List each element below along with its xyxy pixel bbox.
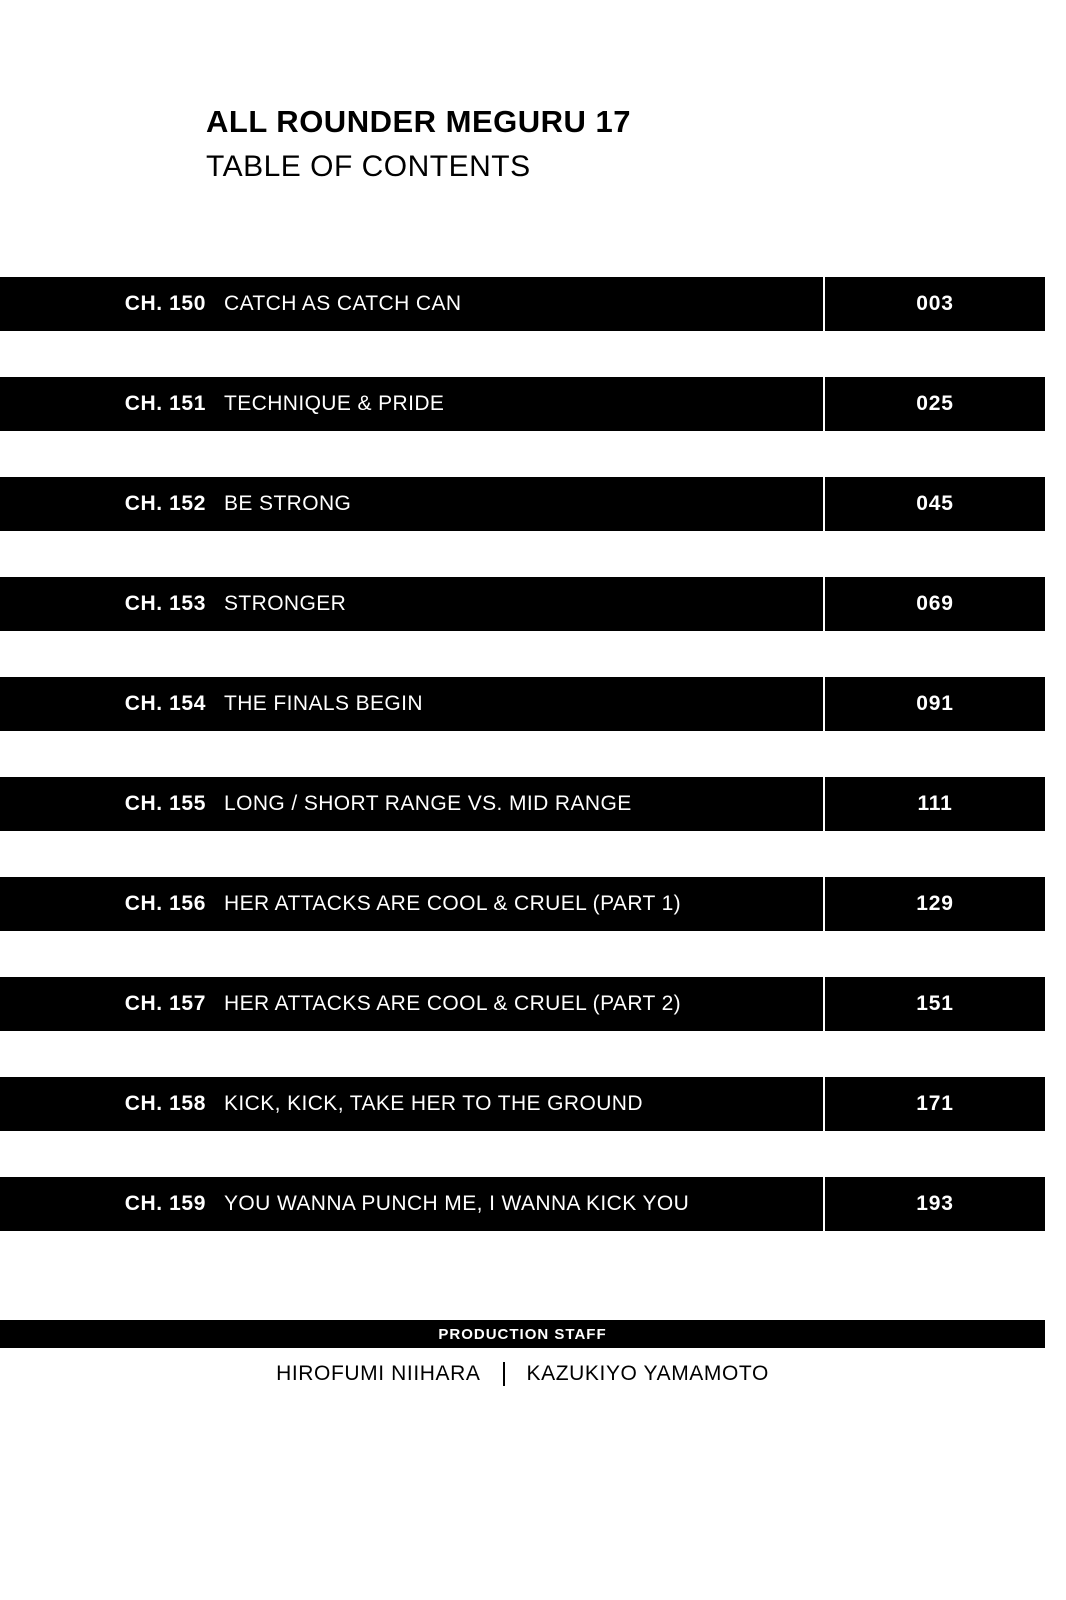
chapter-page-number: 025 (823, 377, 1045, 431)
chapter-title: LONG / SHORT RANGE VS. MID RANGE (224, 792, 632, 815)
chapter-number: CH. 154 (124, 692, 206, 715)
divider (503, 1362, 505, 1386)
chapter-number: CH. 157 (124, 992, 206, 1015)
chapter-number: CH. 150 (124, 292, 206, 315)
chapter-title: THE FINALS BEGIN (224, 692, 423, 715)
chapter-page-number: 111 (823, 777, 1045, 831)
section-subtitle: TABLE OF CONTENTS (206, 149, 531, 183)
chapter-number: CH. 151 (124, 392, 206, 415)
table-row[interactable] (0, 577, 1045, 631)
table-row[interactable] (0, 377, 1045, 431)
page-title: ALL ROUNDER MEGURU 17 (206, 104, 632, 139)
table-row[interactable] (0, 777, 1045, 831)
chapter-title: HER ATTACKS ARE COOL & CRUEL (PART 1) (224, 892, 682, 915)
table-row[interactable] (0, 277, 1045, 331)
chapter-title: CATCH AS CATCH CAN (224, 292, 462, 315)
table-row[interactable] (0, 477, 1045, 531)
table-of-contents-list (0, 277, 1045, 1231)
table-row[interactable] (0, 1077, 1045, 1131)
staff-name: KAZUKIYO YAMAMOTO (526, 1362, 769, 1385)
chapter-number: CH. 155 (124, 792, 206, 815)
table-row[interactable] (0, 677, 1045, 731)
production-staff-heading: PRODUCTION STAFF (0, 1320, 1045, 1348)
chapter-title: KICK, KICK, TAKE HER TO THE GROUND (224, 1092, 643, 1115)
table-row[interactable] (0, 1177, 1045, 1231)
chapter-page-number: 193 (823, 1177, 1045, 1231)
table-row[interactable] (0, 877, 1045, 931)
chapter-number: CH. 152 (124, 492, 206, 515)
title-block (206, 104, 631, 185)
chapter-number: CH. 159 (124, 1192, 206, 1215)
chapter-title: BE STRONG (224, 492, 352, 515)
chapter-title: TECHNIQUE & PRIDE (224, 392, 445, 415)
table-row[interactable] (0, 977, 1045, 1031)
chapter-number: CH. 153 (124, 592, 206, 615)
staff-name: HIROFUMI NIIHARA (276, 1362, 481, 1385)
chapter-number: CH. 158 (124, 1092, 206, 1115)
production-staff-names (0, 1362, 1045, 1386)
chapter-title: STRONGER (224, 592, 347, 615)
chapter-page-number: 091 (823, 677, 1045, 731)
chapter-title: YOU WANNA PUNCH ME, I WANNA KICK YOU (224, 1192, 690, 1215)
chapter-page-number: 171 (823, 1077, 1045, 1131)
chapter-page-number: 069 (823, 577, 1045, 631)
chapter-page-number: 129 (823, 877, 1045, 931)
chapter-page-number: 003 (823, 277, 1045, 331)
chapter-number: CH. 156 (124, 892, 206, 915)
chapter-page-number: 045 (823, 477, 1045, 531)
chapter-page-number: 151 (823, 977, 1045, 1031)
chapter-title: HER ATTACKS ARE COOL & CRUEL (PART 2) (224, 992, 682, 1015)
